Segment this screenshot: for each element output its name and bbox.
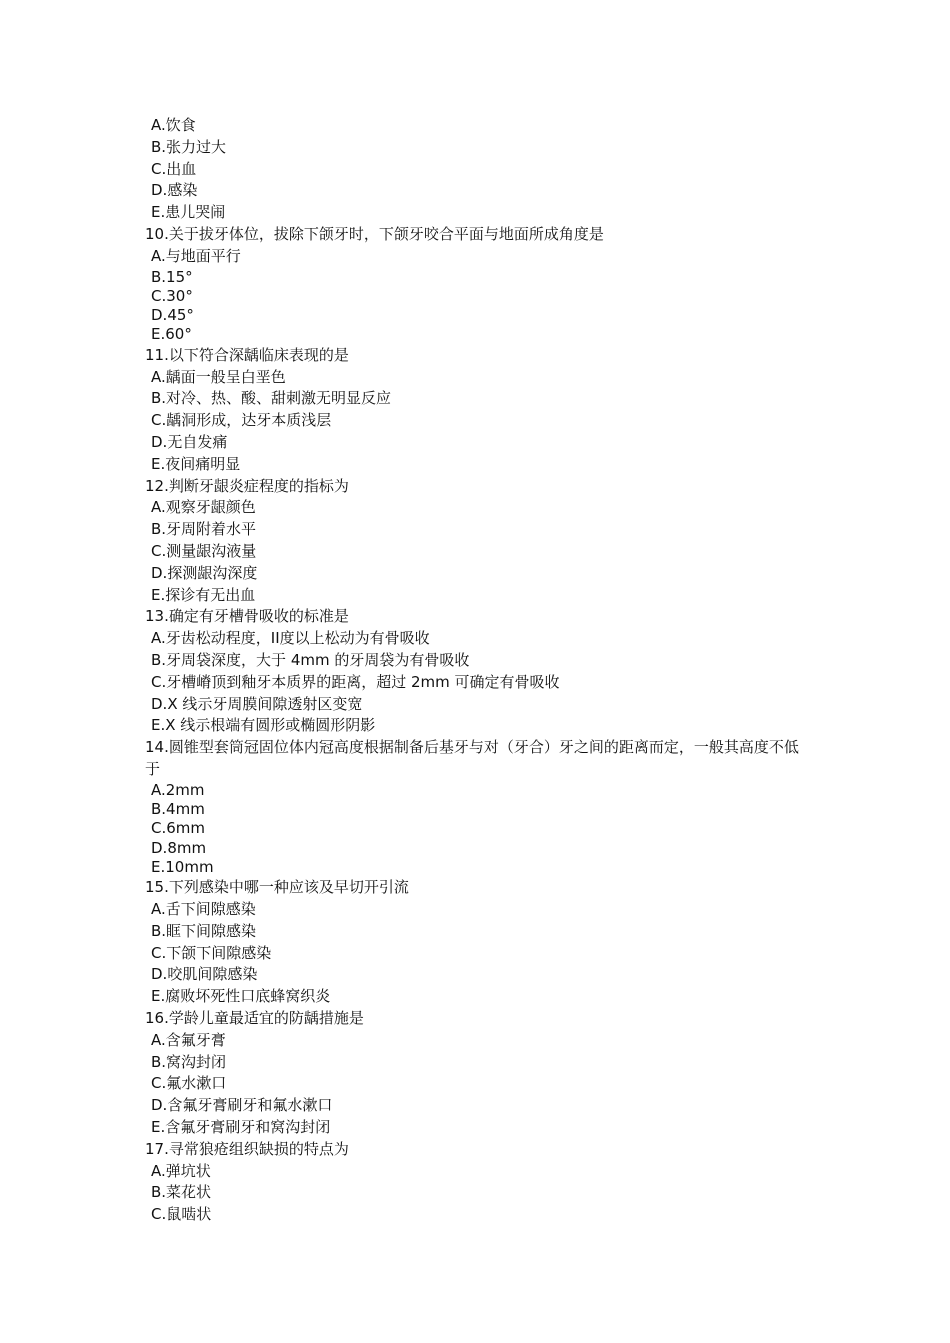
option-10d: D.45° bbox=[151, 306, 194, 325]
question-list bbox=[145, 115, 815, 1226]
option-15e: E.腐败坏死性口底蜂窝织炎 bbox=[151, 987, 331, 1006]
option-17a: A.弹坑状 bbox=[151, 1161, 211, 1180]
option-9e: E.患儿哭闹 bbox=[151, 203, 226, 222]
option-14d: D.8mm bbox=[151, 838, 207, 857]
option-13c: C.牙槽嵴顶到釉牙本质界的距离，超过 2mm 可确定有骨吸收 bbox=[151, 672, 560, 691]
question-17: 17.寻常狼疮组织缺损的特点为 bbox=[145, 1139, 349, 1158]
option-10c: C.30° bbox=[151, 286, 193, 305]
option-14e: E.10mm bbox=[151, 857, 214, 876]
option-13b: B.牙周袋深度，大于 4mm 的牙周袋为有骨吸收 bbox=[151, 650, 470, 669]
option-14a: A.2mm bbox=[151, 780, 205, 799]
option-12d: D.探测龈沟深度 bbox=[151, 563, 258, 582]
question-13: 13.确定有牙槽骨吸收的标准是 bbox=[145, 607, 349, 626]
option-12c: C.测量龈沟液量 bbox=[151, 541, 257, 560]
option-15d: D.咬肌间隙感染 bbox=[151, 965, 258, 984]
option-11e: E.夜间痛明显 bbox=[151, 454, 241, 473]
option-16a: A.含氟牙膏 bbox=[151, 1030, 226, 1049]
option-11a: A.龋面一般呈白垩色 bbox=[151, 367, 286, 386]
option-9c: C.出血 bbox=[151, 159, 197, 178]
question-11: 11.以下符合深龋临床表现的是 bbox=[145, 345, 349, 364]
option-13a: A.牙齿松动程度，II度以上松动为有骨吸收 bbox=[151, 629, 430, 648]
option-11c: C.龋洞形成，达牙本质浅层 bbox=[151, 411, 332, 430]
question-16: 16.学龄儿童最适宜的防龋措施是 bbox=[145, 1008, 364, 1027]
question-15: 15.下列感染中哪一种应该及早切开引流 bbox=[145, 878, 409, 897]
option-14b: B.4mm bbox=[151, 800, 205, 818]
option-10a: A.与地面平行 bbox=[151, 246, 241, 265]
option-15c: C.下颌下间隙感染 bbox=[151, 943, 272, 962]
option-17b: B.菜花状 bbox=[151, 1183, 212, 1202]
option-9b: B.张力过大 bbox=[151, 137, 227, 156]
option-12b: B.牙周附着水平 bbox=[151, 520, 257, 539]
option-10e: E.60° bbox=[151, 325, 192, 344]
option-14c: C.6mm bbox=[151, 819, 206, 838]
option-12e: E.探诊有无出血 bbox=[151, 585, 256, 604]
option-16d: D.含氟牙膏刷牙和氟水漱口 bbox=[151, 1096, 333, 1115]
option-15a: A.舌下间隙感染 bbox=[151, 899, 256, 918]
option-16c: C.氟水漱口 bbox=[151, 1074, 227, 1093]
option-17c: C.鼠啮状 bbox=[151, 1205, 212, 1224]
option-13d: D.X 线示牙周膜间隙透射区变宽 bbox=[151, 694, 363, 713]
option-11b: B.对冷、热、酸、甜刺激无明显反应 bbox=[151, 389, 392, 408]
option-16e: E.含氟牙膏刷牙和窝沟封闭 bbox=[151, 1117, 331, 1136]
option-12a: A.观察牙龈颜色 bbox=[151, 498, 256, 517]
option-16b: B.窝沟封闭 bbox=[151, 1052, 227, 1071]
option-10b: B.15° bbox=[151, 267, 193, 286]
question-14: 14.圆锥型套筒冠固位体内冠高度根据制备后基牙与对（牙合）牙之间的距离而定，一般其高度不低于 bbox=[145, 738, 799, 778]
option-9d: D.感染 bbox=[151, 181, 198, 200]
option-15b: B.眶下间隙感染 bbox=[151, 921, 257, 940]
option-11d: D.无自发痛 bbox=[151, 432, 228, 451]
option-9a: A.饮食 bbox=[151, 116, 196, 134]
question-12: 12.判断牙龈炎症程度的指标为 bbox=[145, 476, 349, 495]
option-13e: E.X 线示根端有圆形或椭圆形阴影 bbox=[151, 716, 376, 735]
question-10: 10.关于拔牙体位，拔除下颌牙时，下颌牙咬合平面与地面所成角度是 bbox=[145, 224, 604, 243]
